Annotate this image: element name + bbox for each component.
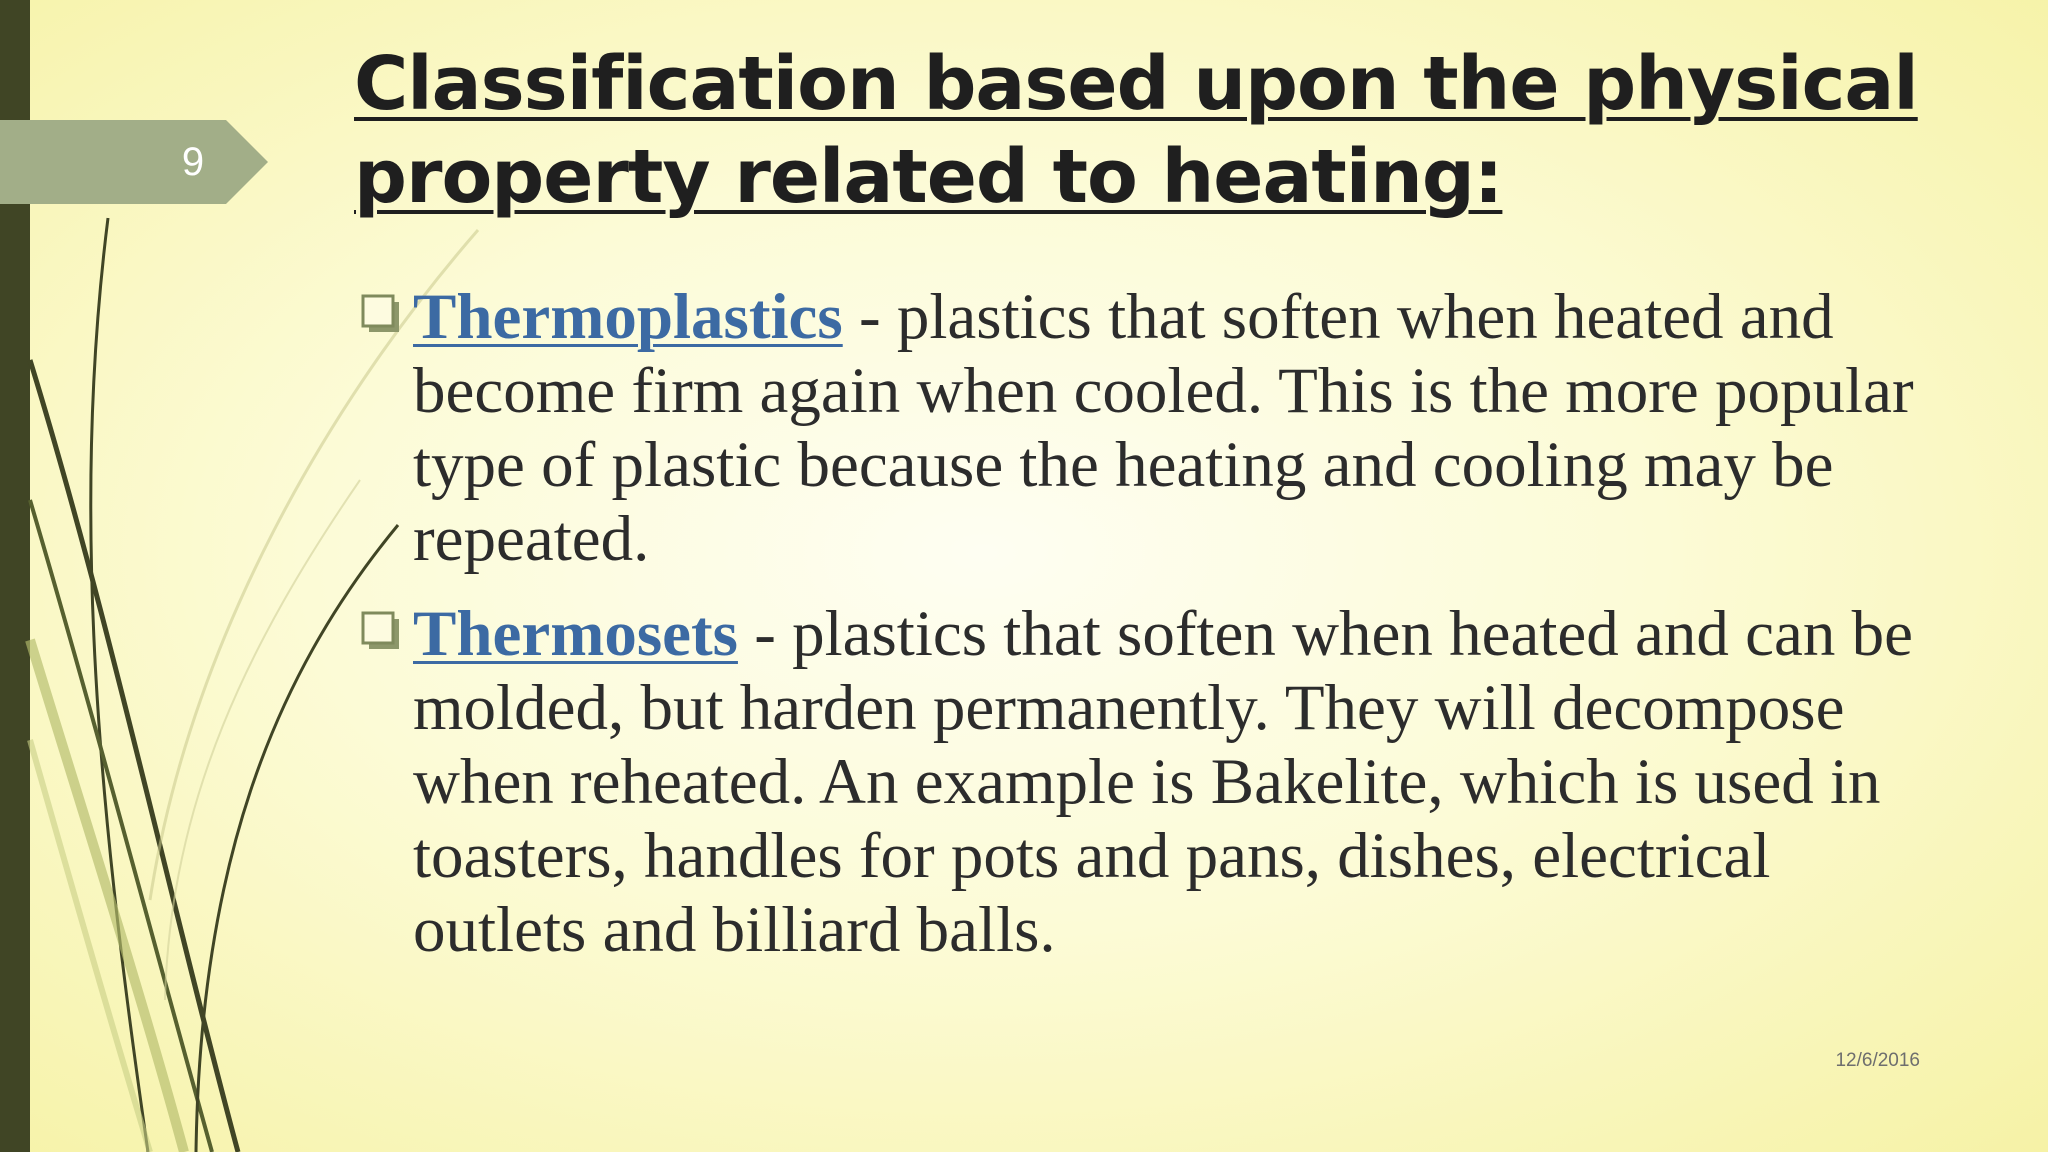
grass-line bbox=[30, 640, 184, 1152]
checkbox-bullet-icon bbox=[361, 294, 401, 334]
term-thermoplastics: Thermoplastics bbox=[413, 281, 843, 353]
definition-thermoplastics: - plastics that soften when heated and become firm again when cooled. This is the more popular type of plastic because the heating and cooling may be repeated. bbox=[413, 281, 1914, 575]
slide-title bbox=[354, 38, 1918, 224]
slide-date: 12/6/2016 bbox=[1835, 1050, 1920, 1071]
bullet-thermoplastics bbox=[355, 280, 1935, 576]
checkbox-bullet-icon bbox=[361, 611, 401, 651]
bullet-list bbox=[355, 280, 1935, 967]
slide-number: 9 bbox=[181, 140, 205, 184]
grass-line bbox=[165, 480, 360, 1000]
grass-line bbox=[30, 740, 150, 1152]
title-line-2: property related to heating: bbox=[354, 134, 1503, 220]
bullet-thermosets bbox=[355, 597, 1935, 967]
definition-thermosets: - plastics that soften when heated and can be molded, but harden permanently. They will decompose when reheated. An example is Bakelite, which is used in toasters, handles for pots and pans, dishes, electrical outlets and billiard balls. bbox=[413, 598, 1913, 966]
term-thermosets: Thermosets bbox=[413, 598, 738, 670]
title-line-1: Classification based upon the physical bbox=[354, 41, 1918, 127]
